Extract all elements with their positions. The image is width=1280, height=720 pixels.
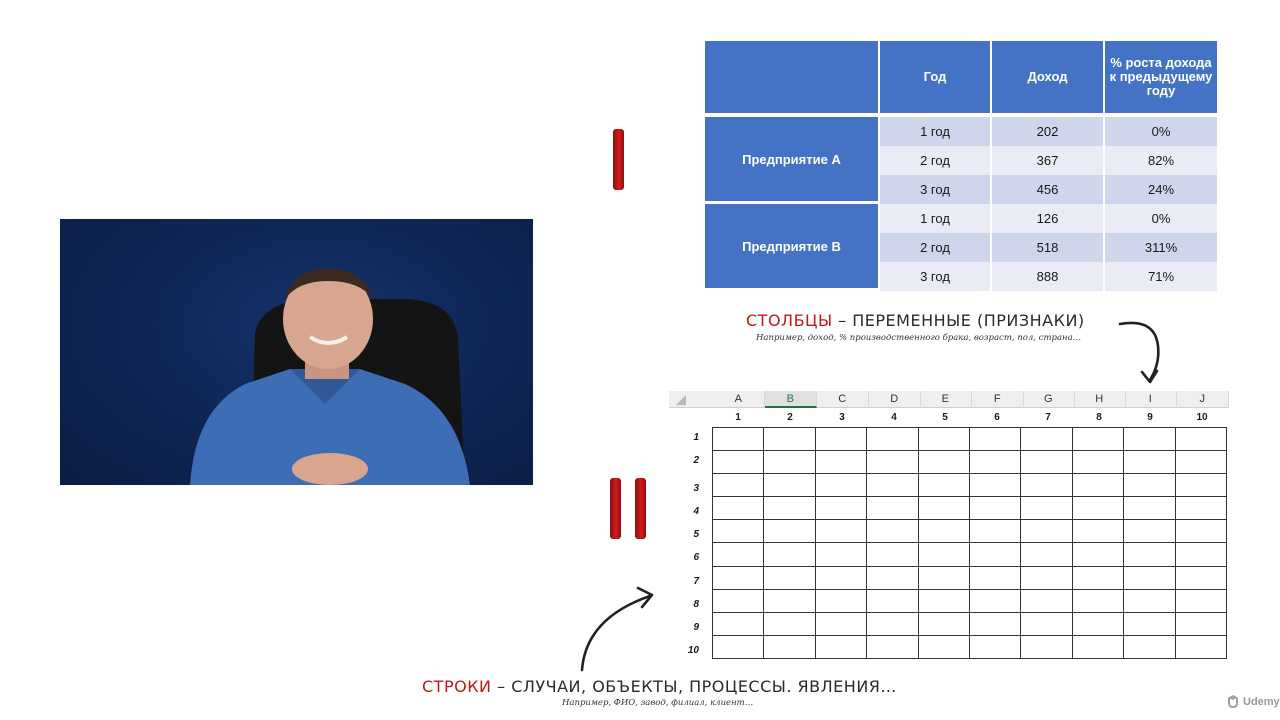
grid-cell[interactable] — [1175, 543, 1226, 566]
grid-cell[interactable] — [815, 451, 866, 474]
grid-cell[interactable] — [713, 589, 764, 612]
grid-cell[interactable] — [1175, 566, 1226, 589]
column-number-label: 2 — [787, 412, 793, 423]
grid-cell[interactable] — [969, 428, 1020, 451]
grid-cell[interactable] — [969, 474, 1020, 497]
column-number-label: 8 — [1096, 412, 1102, 423]
growth-cell: 0% — [1105, 117, 1217, 146]
row-number-label: 9 — [693, 622, 699, 633]
grid-cell[interactable] — [1072, 451, 1123, 474]
grid-cell[interactable] — [1124, 635, 1175, 658]
grid-cell[interactable] — [1021, 635, 1072, 658]
grid-row — [713, 428, 1227, 451]
arrow-to-rows-icon — [572, 580, 664, 675]
grid-cell[interactable] — [867, 520, 918, 543]
section-marker-two-right — [635, 478, 646, 539]
rows-caption-example: Например, ФИО, завод, филиал, клиент… — [562, 698, 754, 708]
year-cell: 3 год — [880, 175, 992, 204]
grid-cell[interactable] — [1021, 612, 1072, 635]
spreadsheet-grid[interactable] — [712, 427, 1227, 659]
grid-cell[interactable] — [764, 566, 815, 589]
growth-cell: 71% — [1105, 262, 1217, 291]
grid-cell[interactable] — [1175, 589, 1226, 612]
grid-cell[interactable] — [867, 497, 918, 520]
row-number-label: 1 — [693, 432, 699, 443]
header-year: Год — [880, 41, 992, 113]
grid-cell[interactable] — [1175, 474, 1226, 497]
grid-cell[interactable] — [918, 612, 969, 635]
grid-cell[interactable] — [1021, 428, 1072, 451]
grid-cell[interactable] — [969, 635, 1020, 658]
grid-cell[interactable] — [1072, 566, 1123, 589]
column-header-a[interactable]: A — [713, 391, 765, 408]
growth-cell: 24% — [1105, 175, 1217, 204]
grid-cell[interactable] — [815, 497, 866, 520]
grid-cell[interactable] — [1124, 451, 1175, 474]
grid-cell[interactable] — [815, 635, 866, 658]
columns-caption-text: – ПЕРЕМЕННЫЕ (ПРИЗНАКИ) — [832, 311, 1085, 330]
income-cell: 518 — [992, 233, 1105, 262]
grid-cell[interactable] — [1124, 566, 1175, 589]
row-number-label: 7 — [693, 576, 699, 587]
grid-cell[interactable] — [1175, 612, 1226, 635]
grid-cell[interactable] — [918, 451, 969, 474]
grid-cell[interactable] — [713, 543, 764, 566]
column-header-c[interactable]: C — [817, 391, 869, 408]
year-cell: 2 год — [880, 146, 992, 175]
column-number-label: 7 — [1045, 412, 1051, 423]
section-marker-two-left — [610, 478, 621, 539]
select-all-corner-icon[interactable] — [669, 391, 691, 408]
grid-cell[interactable] — [1175, 451, 1226, 474]
column-number-label: 5 — [942, 412, 948, 423]
columns-caption-example: Например, доход, % производственного брака, возраст, пол, страна… — [756, 333, 1082, 343]
column-number-label: 6 — [994, 412, 1000, 423]
grid-cell[interactable] — [764, 497, 815, 520]
grid-cell[interactable] — [1124, 543, 1175, 566]
grid-cell[interactable] — [713, 612, 764, 635]
income-cell: 888 — [992, 262, 1105, 291]
column-number-label: 3 — [839, 412, 845, 423]
column-header-b[interactable]: B — [765, 391, 817, 408]
column-number-label: 9 — [1147, 412, 1153, 423]
grid-cell[interactable] — [1021, 451, 1072, 474]
grid-cell[interactable] — [918, 474, 969, 497]
growth-cell: 0% — [1105, 204, 1217, 233]
table-row — [705, 204, 1217, 233]
grid-cell[interactable] — [969, 451, 1020, 474]
grid-cell[interactable] — [815, 589, 866, 612]
grid-cell[interactable] — [764, 589, 815, 612]
table-header-row — [705, 41, 1217, 113]
table-row — [705, 117, 1217, 146]
grid-cell[interactable] — [867, 543, 918, 566]
grid-cell[interactable] — [713, 635, 764, 658]
column-header-e[interactable]: E — [920, 391, 972, 408]
grid-cell[interactable] — [1175, 428, 1226, 451]
income-cell: 126 — [992, 204, 1105, 233]
grid-cell[interactable] — [969, 497, 1020, 520]
grid-cell[interactable] — [1072, 612, 1123, 635]
grid-cell[interactable] — [1021, 474, 1072, 497]
grid-row — [713, 589, 1227, 612]
grid-cell[interactable] — [1021, 520, 1072, 543]
header-income: Доход — [992, 41, 1105, 113]
grid-cell[interactable] — [815, 543, 866, 566]
grid-cell[interactable] — [1124, 428, 1175, 451]
grid-cell[interactable] — [764, 543, 815, 566]
udemy-watermark-text: Udemy — [1243, 696, 1280, 708]
grid-cell[interactable] — [1175, 520, 1226, 543]
column-header-f[interactable]: F — [972, 391, 1024, 408]
grid-cell[interactable] — [1021, 543, 1072, 566]
grid-cell[interactable] — [713, 474, 764, 497]
grid-cell[interactable] — [1124, 474, 1175, 497]
growth-cell: 311% — [1105, 233, 1217, 262]
grid-cell[interactable] — [969, 612, 1020, 635]
grid-cell[interactable] — [1021, 566, 1072, 589]
grid-cell[interactable] — [815, 474, 866, 497]
grid-cell[interactable] — [815, 520, 866, 543]
grid-cell[interactable] — [1124, 589, 1175, 612]
rows-caption-highlight: СТРОКИ — [422, 677, 492, 696]
grid-cell[interactable] — [867, 612, 918, 635]
grid-cell[interactable] — [764, 520, 815, 543]
grid-cell[interactable] — [867, 428, 918, 451]
rows-caption — [422, 677, 897, 708]
udemy-watermark — [1226, 695, 1280, 709]
grid-cell[interactable] — [764, 612, 815, 635]
grid-cell[interactable] — [764, 474, 815, 497]
grid-cell[interactable] — [867, 566, 918, 589]
grid-cell[interactable] — [1124, 612, 1175, 635]
grid-cell[interactable] — [1072, 589, 1123, 612]
income-cell: 456 — [992, 175, 1105, 204]
grid-cell[interactable] — [867, 451, 918, 474]
grid-cell[interactable] — [815, 612, 866, 635]
grid-cell[interactable] — [918, 635, 969, 658]
grid-cell[interactable] — [918, 497, 969, 520]
columns-caption-highlight: СТОЛБЦЫ — [746, 311, 833, 330]
row-number-label: 10 — [687, 645, 699, 656]
header-empty — [705, 41, 880, 113]
income-table — [705, 41, 1217, 291]
section-marker-one — [613, 129, 624, 190]
column-header-i[interactable]: I — [1125, 391, 1177, 408]
grid-cell[interactable] — [867, 635, 918, 658]
grid-cell[interactable] — [1124, 520, 1175, 543]
grid-cell[interactable] — [1072, 428, 1123, 451]
grid-row — [713, 451, 1227, 474]
column-number-label: 1 — [735, 412, 741, 423]
grid-cell[interactable] — [1072, 520, 1123, 543]
column-number-label: 10 — [1196, 412, 1208, 423]
row-number-label: 4 — [693, 506, 699, 517]
rows-caption-text: – СЛУЧАИ, ОБЪЕКТЫ, ПРОЦЕССЫ. ЯВЛЕНИЯ… — [491, 677, 897, 696]
grid-cell[interactable] — [867, 474, 918, 497]
column-header-d[interactable]: D — [869, 391, 921, 408]
grid-cell[interactable] — [764, 428, 815, 451]
year-cell: 3 год — [880, 262, 992, 291]
grid-row — [713, 497, 1227, 520]
presenter-video-frame — [60, 219, 533, 485]
row-number-label: 2 — [693, 455, 699, 466]
income-cell: 202 — [992, 117, 1105, 146]
grid-cell[interactable] — [713, 497, 764, 520]
column-header-h[interactable]: H — [1074, 391, 1126, 408]
header-growth: % роста дохода к предыдущему году — [1105, 41, 1217, 113]
grid-cell[interactable] — [1175, 635, 1226, 658]
grid-row — [713, 520, 1227, 543]
column-header-g[interactable]: G — [1023, 391, 1075, 408]
webcam-video — [60, 219, 533, 485]
grid-cell[interactable] — [713, 451, 764, 474]
year-cell: 2 год — [880, 233, 992, 262]
growth-cell: 82% — [1105, 146, 1217, 175]
column-number-label: 4 — [891, 412, 897, 423]
arrow-to-columns-icon — [1110, 316, 1170, 388]
year-cell: 1 год — [880, 117, 992, 146]
enterprise-b-label: Предприятие В — [705, 204, 880, 291]
row-number-label: 8 — [693, 599, 699, 610]
grid-cell[interactable] — [1021, 589, 1072, 612]
grid-cell[interactable] — [918, 543, 969, 566]
grid-cell[interactable] — [815, 428, 866, 451]
grid-row — [713, 612, 1227, 635]
columns-caption — [746, 311, 1085, 343]
grid-cell[interactable] — [764, 451, 815, 474]
grid-row — [713, 543, 1227, 566]
grid-cell[interactable] — [969, 589, 1020, 612]
grid-cell[interactable] — [1175, 497, 1226, 520]
grid-cell[interactable] — [969, 543, 1020, 566]
enterprise-a-label: Предприятие А — [705, 117, 880, 204]
grid-cell[interactable] — [1072, 497, 1123, 520]
grid-row — [713, 474, 1227, 497]
grid-cell[interactable] — [815, 566, 866, 589]
udemy-logo-icon — [1226, 695, 1240, 709]
grid-cell[interactable] — [969, 520, 1020, 543]
grid-cell[interactable] — [1072, 543, 1123, 566]
column-header-j[interactable]: J — [1177, 391, 1229, 408]
grid-cell[interactable] — [713, 520, 764, 543]
grid-cell[interactable] — [713, 428, 764, 451]
grid-cell[interactable] — [764, 635, 815, 658]
grid-cell[interactable] — [918, 566, 969, 589]
grid-cell[interactable] — [1021, 497, 1072, 520]
income-cell: 367 — [992, 146, 1105, 175]
grid-cell[interactable] — [713, 566, 764, 589]
grid-cell[interactable] — [918, 428, 969, 451]
grid-row — [713, 566, 1227, 589]
grid-cell[interactable] — [1124, 497, 1175, 520]
row-number-label: 6 — [693, 552, 699, 563]
grid-cell[interactable] — [867, 589, 918, 612]
grid-cell[interactable] — [969, 566, 1020, 589]
grid-cell[interactable] — [1072, 635, 1123, 658]
grid-row — [713, 635, 1227, 658]
grid-cell[interactable] — [918, 589, 969, 612]
year-cell: 1 год — [880, 204, 992, 233]
row-number-label: 5 — [693, 529, 699, 540]
grid-cell[interactable] — [918, 520, 969, 543]
row-number-label: 3 — [693, 483, 699, 494]
grid-cell[interactable] — [1072, 474, 1123, 497]
